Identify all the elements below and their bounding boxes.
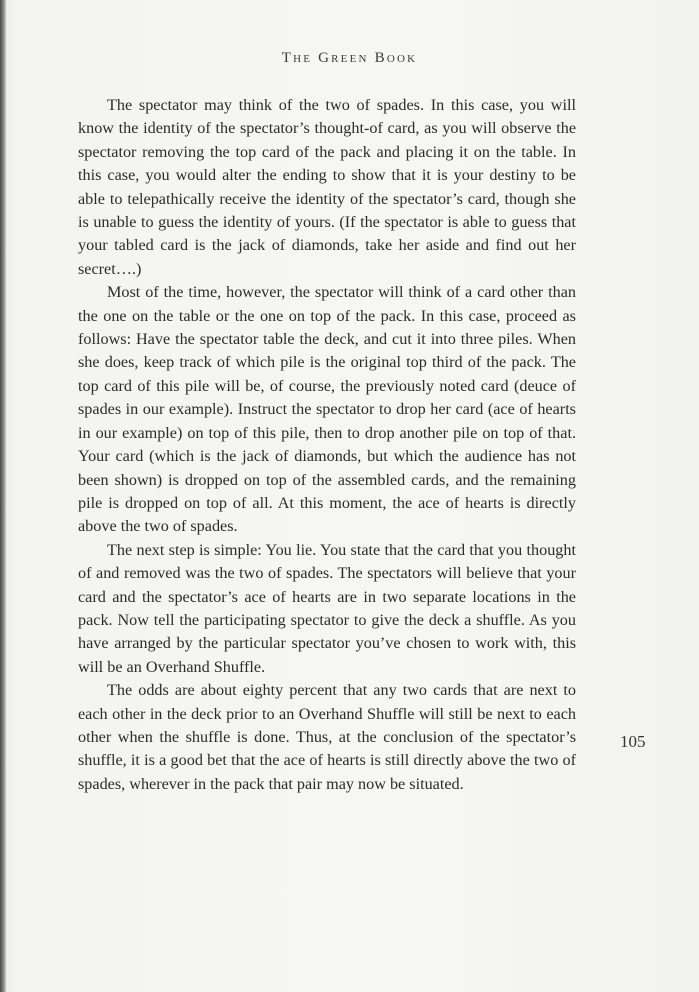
running-head: The Green Book bbox=[281, 50, 418, 66]
page-number: 105 bbox=[620, 732, 646, 751]
paragraph: Most of the time, however, the spectator will think of a card other than the one on the table or the one on top of the pack. In this case, proceed as follows: Have the spectator table the deck, and cut it into three piles. When she does, keep track of which pile is the original top third of the pack. The top card of this pile will be, of course, the previously noted card (deuce of spades in our example). Instruct the spectator to drop her card (ace of hearts in our example) on top of this pile, then to drop another pile on top of that. Your card (which is the jack of diamonds, but which the audience has not been shown) is dropped on top of the assembled cards, and the remaining pile is dropped on top of all. At this moment, the ace of hearts is directly above the two of spades. bbox=[78, 283, 576, 536]
paragraph: The next step is simple: You lie. You state that the card that you thought of and removed was the two of spades. The spectators will believe that your card and the spectator’s ace of hearts are in two separate locations in the pack. Now tell the participating spectator to give the deck a shuffle. As you have arranged by the particular spectator you’ve chosen to work with, this will be an Overhand Shuffle. bbox=[78, 540, 576, 676]
paragraph: The spectator may think of the two of spades. In this case, you will know the identity of the spectator’s thought-of card, as you will observe the spectator removing the top card of the pack and placing it on the table. In this case, you would alter the ending to show that it is your destiny to be able to telepathically receive the identity of the spectator’s card, though she is unable to guess the identity of yours. (If the spectator is able to guess that your tabled card is the jack of diamonds, take her aside and find out her secret….) bbox=[78, 96, 576, 278]
paragraph: The odds are about eighty percent that any two cards that are next to each other in the deck prior to an Overhand Shuffle will still be next to each other when the shuffle is done. Thus, at the conclusion of the spectator’s shuffle, it is a good bet that the ace of hearts is still directly above the two of spades, wherever in the pack that pair may now be situated. bbox=[78, 681, 576, 793]
body-text bbox=[78, 94, 576, 796]
book-spine-shadow bbox=[0, 0, 6, 992]
